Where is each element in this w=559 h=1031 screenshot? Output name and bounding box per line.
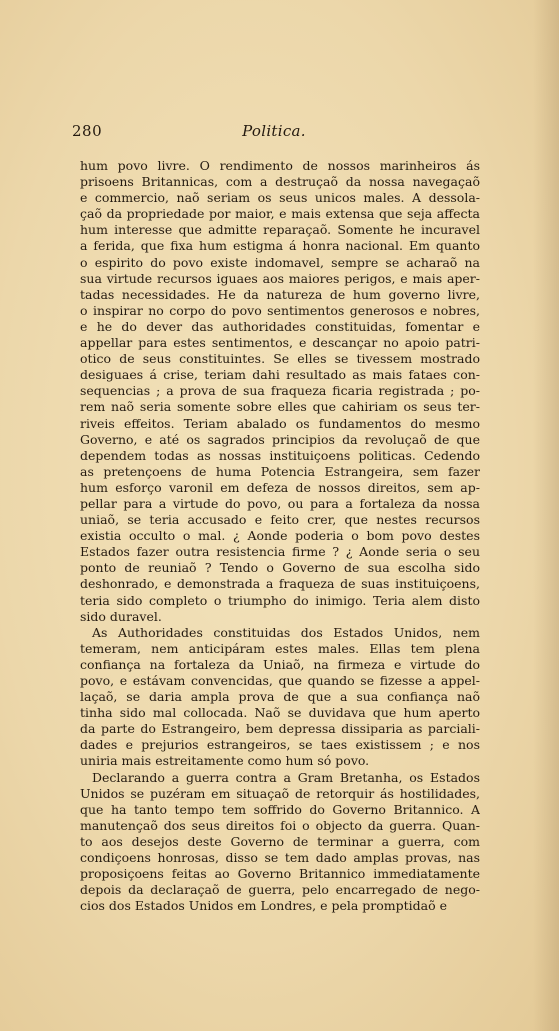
- text-line: sequencias ; a prova de sua fraqueza ficaria registrada ; po-: [80, 383, 480, 399]
- text-line: tinha sido mal collocada. Naõ se duvidava que hum aperto: [80, 705, 480, 721]
- text-line: hum esforço varonil em defeza de nossos direitos, sem ap-: [80, 479, 480, 495]
- page-edge-shadow: [533, 0, 559, 1031]
- text-line: hum interesse que admitte reparaçaõ. Somente he incuravel: [80, 222, 480, 238]
- text-line: depois da declaraçaõ de guerra, pelo encarregado de nego-: [80, 882, 480, 898]
- text-line: proposiçoens feitas ao Governo Britannico immediatamente: [80, 866, 480, 882]
- text-line: confiança na fortaleza da Uniaõ, na firmeza e virtude do: [80, 656, 480, 672]
- text-line: pellar para a virtude do povo, ou para a fortaleza da nossa: [80, 495, 480, 511]
- text-line: Governo, e até os sagrados principios da revoluçaõ de que: [80, 431, 480, 447]
- text-line: laçaõ, se daria ampla prova de que a sua confiança naõ: [80, 689, 480, 705]
- text-line: cios dos Estados Unidos em Londres, e pela promptidaõ e: [80, 898, 448, 914]
- text-line: deshonrado, e demonstrada a fraqueza de suas instituiçoens,: [80, 576, 480, 592]
- page-header: [72, 122, 476, 142]
- text-line: Unidos se puzéram em situaçaõ de retorquir ás hostilidades,: [80, 785, 480, 801]
- page-body-text: [80, 158, 480, 914]
- text-line: dades e prejurios estrangeiros, se taes existissem ; e nos: [80, 737, 480, 753]
- page-number: 280: [72, 122, 103, 140]
- text-line: tadas necessidades. He da natureza de hum governo livre,: [80, 286, 480, 302]
- text-line: da parte do Estrangeiro, bem depressa dissiparia as parciali-: [80, 721, 480, 737]
- text-line: appellar para estes sentimentos, e descançar no apoio patri-: [80, 335, 480, 351]
- text-line: desiguaes á crise, teriam dahi resultado as mais fataes con-: [80, 367, 480, 383]
- text-line: Declarando a guerra contra a Gram Bretanha, os Estados: [92, 769, 480, 785]
- text-line: Estados fazer outra resistencia firme ? ¿ Aonde seria o seu: [80, 544, 480, 560]
- text-line: e commercio, naõ seriam os seus unicos males. A dessola-: [80, 190, 480, 206]
- text-line: teria sido completo o triumpho do inimigo. Teria alem disto: [80, 592, 480, 608]
- text-line: to aos desejos deste Governo de terminar a guerra, com: [80, 833, 480, 849]
- text-line: manutençaõ dos seus direitos foi o objecto da guerra. Quan-: [80, 817, 480, 833]
- text-line: çaõ da propriedade por maior, e mais extensa que seja affecta: [80, 206, 480, 222]
- text-line: povo, e estávam convencidas, que quando se fizesse a appel-: [80, 673, 480, 688]
- text-line: temeram, nem anticipáram estes males. Ellas tem plena: [80, 640, 480, 656]
- text-line: e he do dever das authoridades constituidas, fomentar e: [80, 318, 480, 334]
- text-line: condiçoens honrosas, disso se tem dado amplas provas, nas: [80, 850, 480, 866]
- text-line: rem naõ seria somente sobre elles que cahiriam os seus ter-: [80, 399, 480, 415]
- text-line: o espirito do povo existe indomavel, sempre se acharaõ na: [80, 254, 480, 270]
- text-line: uniria mais estreitamente como hum só povo.: [80, 753, 370, 769]
- text-line: existia occulto o mal. ¿ Aonde poderia o bom povo destes: [80, 528, 480, 544]
- text-line: prisoens Britannicas, com a destruçaõ da nossa navegaçaõ: [80, 174, 480, 190]
- text-line: sua virtude recursos iguaes aos maiores perigos, e mais aper-: [80, 270, 480, 286]
- text-line: As Authoridades constituidas dos Estados Unidos, nem: [92, 624, 480, 640]
- text-line: uniaõ, se teria accusado e feito crer, que nestes recursos: [80, 512, 480, 528]
- running-title: Politica.: [242, 122, 306, 140]
- text-line: que ha tanto tempo tem soffrido do Governo Britannico. A: [80, 801, 480, 817]
- text-line: hum povo livre. O rendimento de nossos marinheiros ás: [80, 158, 480, 173]
- text-line: ponto de reuniaõ ? Tendo o Governo de sua escolha sido: [80, 560, 480, 576]
- text-line: riveis effeitos. Teriam abalado os fundamentos do mesmo: [80, 415, 480, 431]
- text-line: otico de seus constituintes. Se elles se tivessem mostrado: [80, 351, 480, 367]
- text-line: dependem todas as nossas instituiçoens politicas. Cedendo: [80, 447, 480, 463]
- text-line: sido duravel.: [80, 608, 162, 624]
- text-line: a ferida, que fixa hum estigma á honra nacional. Em quanto: [80, 238, 480, 254]
- text-line: as pretençoens de huma Potencia Estrangeira, sem fazer: [80, 463, 480, 479]
- text-line: o inspirar no corpo do povo sentimentos generosos e nobres,: [80, 302, 480, 318]
